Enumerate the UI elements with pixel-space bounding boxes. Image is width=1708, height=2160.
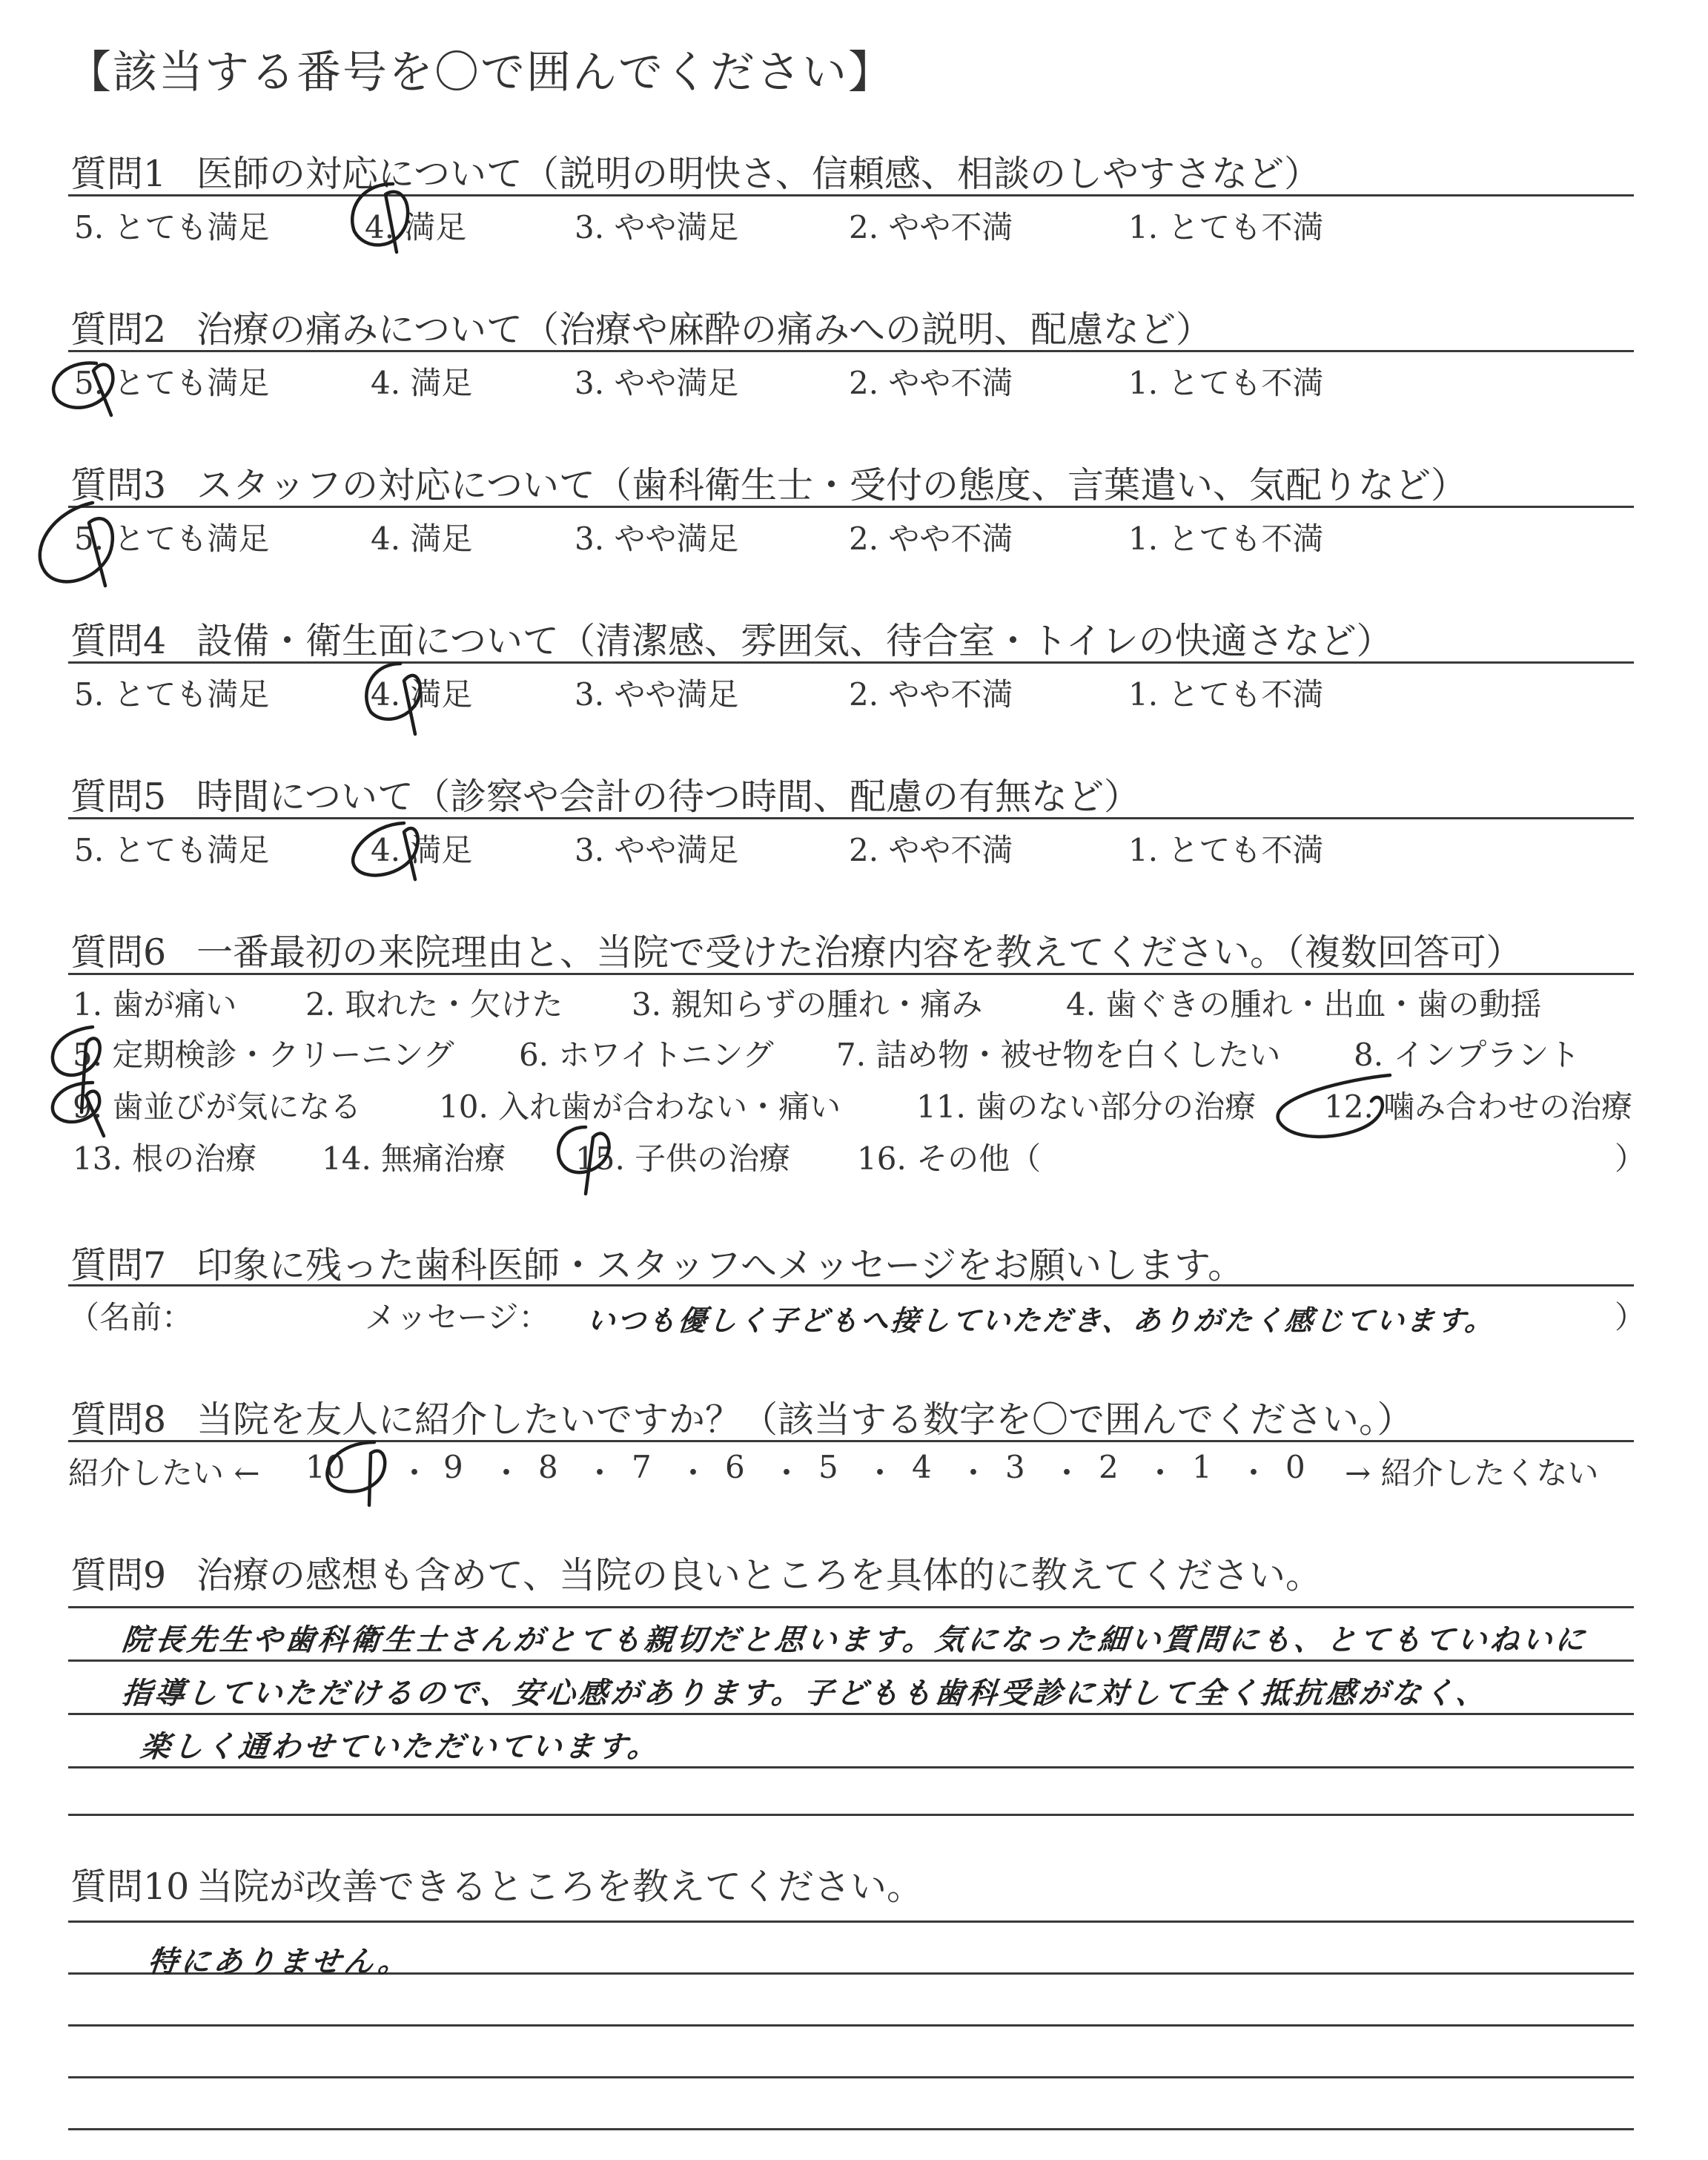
answer-line bbox=[68, 2024, 1634, 2027]
question-rule bbox=[68, 973, 1634, 975]
scale-separator: ・ bbox=[584, 1455, 616, 1491]
question-number: 質問2 bbox=[70, 308, 167, 351]
question-text: 時間について（診察や会計の待つ時間、配慮の有無など） bbox=[196, 776, 1141, 818]
question-number: 質問6 bbox=[70, 931, 167, 974]
question-text: 当院を友人に紹介したいですか？（該当する数字を〇で囲んでください。） bbox=[196, 1398, 1414, 1441]
q2-option-1[interactable]: 1. とても不満 bbox=[1128, 365, 1324, 401]
recommend-score-0[interactable]: 0 bbox=[1285, 1449, 1305, 1485]
handwritten-answer-line: 特にありません。 bbox=[146, 1945, 413, 1979]
recommend-score-1[interactable]: 1 bbox=[1192, 1449, 1212, 1485]
q2-option-3[interactable]: 3. やや満足 bbox=[575, 365, 739, 401]
q4-option-3[interactable]: 3. やや満足 bbox=[575, 676, 739, 713]
handwritten-message: いつも優しく子どもへ接していただき、ありがたく感じています。 bbox=[585, 1304, 1497, 1337]
scale-separator: ・ bbox=[1051, 1455, 1083, 1491]
q4-option-4[interactable]: 4. 満足 bbox=[371, 676, 473, 713]
q6-option-2[interactable]: 2. 取れた・欠けた bbox=[305, 986, 563, 1023]
answer-line bbox=[68, 1766, 1634, 1768]
q5-option-2[interactable]: 2. やや不満 bbox=[849, 832, 1013, 868]
question-text: 医師の対応について（説明の明快さ、信頼感、相談のしやすさなど） bbox=[196, 153, 1321, 195]
scale-separator: ・ bbox=[958, 1455, 990, 1491]
question-1-title bbox=[70, 145, 1320, 197]
q6-option-1[interactable]: 1. 歯が痛い bbox=[73, 986, 237, 1023]
question-number: 質問7 bbox=[70, 1244, 167, 1287]
question-number: 質問8 bbox=[70, 1398, 167, 1441]
question-text: 治療の痛みについて（治療や麻酔の痛みへの説明、配慮など） bbox=[196, 308, 1213, 351]
q1-option-5[interactable]: 5. とても満足 bbox=[74, 209, 270, 245]
q6-option-3[interactable]: 3. 親知らずの腫れ・痛み bbox=[632, 986, 983, 1023]
scale-separator: ・ bbox=[1145, 1455, 1176, 1491]
q3-option-4[interactable]: 4. 満足 bbox=[371, 521, 473, 557]
question-number: 質問4 bbox=[70, 620, 167, 662]
q6-option-14[interactable]: 14. 無痛治療 bbox=[322, 1140, 506, 1177]
q3-option-3[interactable]: 3. やや満足 bbox=[575, 521, 739, 557]
question-number: 質問3 bbox=[70, 464, 167, 506]
question-4-title bbox=[70, 612, 1393, 664]
recommend-score-2[interactable]: 2 bbox=[1099, 1449, 1119, 1485]
question-6-title bbox=[70, 924, 1523, 976]
scale-separator: ・ bbox=[864, 1455, 896, 1491]
q5-option-4[interactable]: 4. 満足 bbox=[371, 832, 473, 868]
q6-option-16[interactable]: 16. その他（ bbox=[857, 1140, 1042, 1177]
q1-option-2[interactable]: 2. やや不満 bbox=[849, 209, 1013, 245]
name-label: （名前： bbox=[68, 1299, 193, 1335]
handwritten-answer-line: 院長先生や歯科衛生士さんがとても親切だと思います。気になった細い質問にも、とてもていねいに bbox=[120, 1623, 1589, 1657]
question-rule bbox=[68, 350, 1634, 352]
q2-option-5[interactable]: 5. とても満足 bbox=[74, 365, 270, 401]
recommend-score-10[interactable]: 10 bbox=[305, 1449, 345, 1485]
q6-option-10[interactable]: 10. 入れ歯が合わない・痛い bbox=[439, 1089, 841, 1125]
q5-option-3[interactable]: 3. やや満足 bbox=[575, 832, 739, 868]
instruction-header: 【該当する番号を〇で囲んでください】 bbox=[67, 47, 894, 99]
scale-separator: ・ bbox=[1238, 1455, 1270, 1491]
question-number: 質問5 bbox=[70, 776, 167, 818]
scale-separator: ・ bbox=[678, 1455, 709, 1491]
question-rule bbox=[68, 661, 1634, 664]
q2-option-2[interactable]: 2. やや不満 bbox=[849, 365, 1013, 401]
q1-option-1[interactable]: 1. とても不満 bbox=[1128, 209, 1324, 245]
recommend-score-5[interactable]: 5 bbox=[818, 1449, 838, 1485]
q6-option-15[interactable]: 15. 子供の治療 bbox=[575, 1140, 791, 1177]
recommend-score-6[interactable]: 6 bbox=[725, 1449, 745, 1485]
scale-separator: ・ bbox=[491, 1455, 523, 1491]
handwritten-answer-line: 楽しく通わせていただいています。 bbox=[139, 1730, 662, 1764]
recommend-score-3[interactable]: 3 bbox=[1005, 1449, 1025, 1485]
q2-option-4[interactable]: 4. 満足 bbox=[371, 365, 473, 401]
question-7-title bbox=[70, 1237, 1244, 1289]
answer-line bbox=[68, 1814, 1634, 1816]
q3-option-2[interactable]: 2. やや不満 bbox=[849, 521, 1013, 557]
question-text: 当院が改善できるところを教えてください。 bbox=[196, 1866, 924, 1908]
q6-option-5[interactable]: 5. 定期検診・クリーニング bbox=[73, 1037, 454, 1073]
question-number: 質問10 bbox=[70, 1866, 190, 1908]
recommend-score-8[interactable]: 8 bbox=[538, 1449, 558, 1485]
question-text: スタッフの対応について（歯科衛生士・受付の態度、言葉遣い、気配りなど） bbox=[196, 464, 1468, 506]
recommend-right-label: → 紹介したくない bbox=[1345, 1455, 1599, 1491]
question-rule bbox=[68, 817, 1634, 819]
question-text: 治療の感想も含めて、当院の良いところを具体的に教えてください。 bbox=[196, 1554, 1323, 1596]
answer-line bbox=[68, 1659, 1634, 1662]
q4-option-5[interactable]: 5. とても満足 bbox=[74, 676, 270, 713]
recommend-score-7[interactable]: 7 bbox=[632, 1449, 652, 1485]
q6-option-4[interactable]: 4. 歯ぐきの腫れ・出血・歯の動揺 bbox=[1066, 986, 1542, 1023]
recommend-score-9[interactable]: 9 bbox=[443, 1449, 463, 1485]
q6-option-11[interactable]: 11. 歯のない部分の治療 bbox=[916, 1089, 1257, 1125]
q6-option-7[interactable]: 7. 詰め物・被せ物を白くしたい bbox=[836, 1037, 1281, 1073]
question-text: 印象に残った歯科医師・スタッフへメッセージをお願いします。 bbox=[196, 1244, 1245, 1287]
answer-line bbox=[68, 2076, 1634, 2078]
q6-other-close: ） bbox=[1615, 1140, 1646, 1177]
question-rule bbox=[68, 1440, 1634, 1442]
question-2-title bbox=[70, 301, 1212, 353]
q6-option-13[interactable]: 13. 根の治療 bbox=[73, 1140, 257, 1177]
q5-option-1[interactable]: 1. とても不満 bbox=[1128, 832, 1324, 868]
question-number: 質問9 bbox=[70, 1554, 167, 1596]
q1-option-3[interactable]: 3. やや満足 bbox=[575, 209, 739, 245]
question-rule bbox=[68, 1284, 1634, 1287]
scale-separator: ・ bbox=[399, 1455, 431, 1491]
scale-separator: ・ bbox=[771, 1455, 803, 1491]
q6-option-8[interactable]: 8. インプラント bbox=[1354, 1037, 1580, 1073]
q5-option-5[interactable]: 5. とても満足 bbox=[74, 832, 270, 868]
question-text: 一番最初の来院理由と、当院で受けた治療内容を教えてください。（複数回答可） bbox=[196, 931, 1523, 974]
q6-option-6[interactable]: 6. ホワイトニング bbox=[519, 1037, 774, 1073]
message-label: メッセージ： bbox=[365, 1299, 550, 1335]
question-9-title bbox=[70, 1547, 1322, 1599]
answer-line bbox=[68, 1606, 1634, 1608]
q3-option-1[interactable]: 1. とても不満 bbox=[1128, 521, 1324, 557]
question-text: 設備・衛生面について（清潔感、雰囲気、待合室・トイレの快適さなど） bbox=[196, 620, 1393, 662]
handwritten-answer-line: 指導していただけるので、安心感があります。子どもも歯科受診に対して全く抵抗感がなく、 bbox=[120, 1677, 1491, 1711]
recommend-score-4[interactable]: 4 bbox=[912, 1449, 932, 1485]
q6-option-12[interactable]: 12. 噛み合わせの治療 bbox=[1324, 1089, 1633, 1125]
question-10-title bbox=[70, 1858, 923, 1910]
answer-line bbox=[68, 1713, 1634, 1715]
question-8-title bbox=[70, 1391, 1414, 1443]
question-number: 質問1 bbox=[70, 153, 167, 195]
q4-option-2[interactable]: 2. やや不満 bbox=[849, 676, 1013, 713]
question-rule bbox=[68, 194, 1634, 196]
recommend-left-label: 紹介したい ← bbox=[68, 1455, 260, 1491]
q3-option-5[interactable]: 5. とても満足 bbox=[74, 521, 270, 557]
question-3-title bbox=[70, 457, 1467, 509]
question-rule bbox=[68, 506, 1634, 508]
answer-line bbox=[68, 2128, 1634, 2130]
question-5-title bbox=[70, 768, 1140, 820]
q4-option-1[interactable]: 1. とても不満 bbox=[1128, 676, 1324, 713]
q1-option-4[interactable]: 4. 満足 bbox=[365, 209, 467, 245]
answer-line bbox=[68, 1920, 1634, 1923]
q6-option-9[interactable]: 9. 歯並びが気になる bbox=[73, 1089, 362, 1125]
message-close: ） bbox=[1615, 1299, 1646, 1335]
